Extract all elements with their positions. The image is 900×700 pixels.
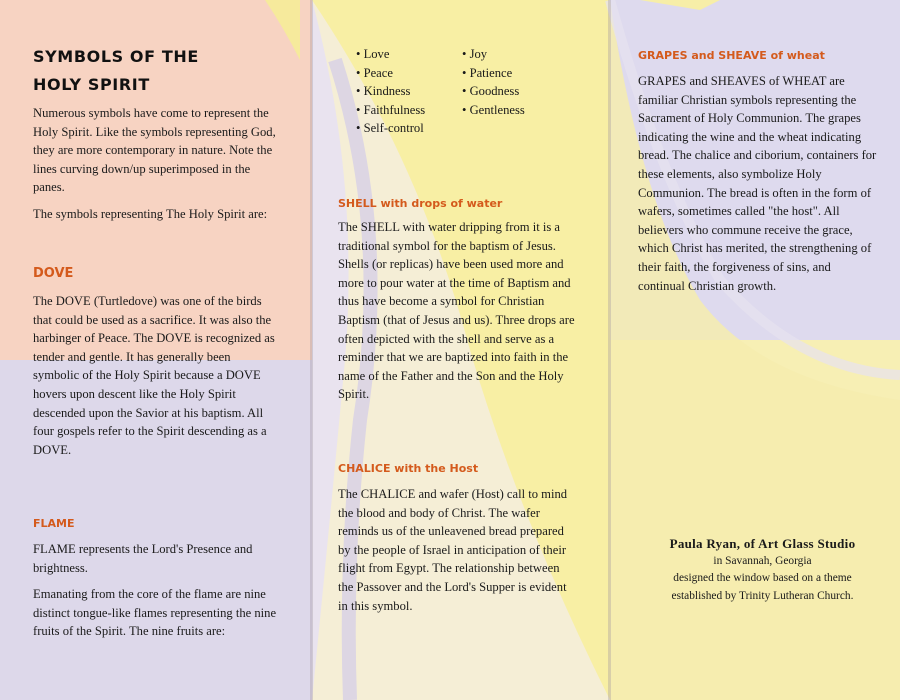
credit-name: Paula Ryan, of Art Glass Studio	[669, 536, 856, 551]
list-item: • Peace	[356, 64, 466, 83]
list-item: • Joy	[462, 45, 572, 64]
fruits-list-col2	[462, 45, 572, 119]
fold-line	[608, 0, 611, 700]
fold-line	[310, 0, 313, 700]
credit-line: designed the window based on a theme	[673, 572, 852, 584]
list-item: • Self-control	[356, 119, 466, 138]
credit-line: established by Trinity Lutheran Church.	[671, 589, 854, 602]
list-item: • Patience	[462, 64, 572, 83]
list-item: • Love	[356, 45, 466, 64]
grapes-heading: GRAPES and SHEAVE of wheat	[638, 49, 825, 62]
main-title-line1: SYMBOLS OF THE	[33, 47, 199, 66]
dove-paragraph: The DOVE (Turtledove) was one of the birds that could be used as a sacrifice. It was also the harbinger of Peace. The DOVE is recognized as tender and gentle. It has generally been symbolic of the Holy Spirit because a DOVE hovers upon descent like the Holy Spirit descended upon the Savior at his baptism. All four gospels refer to the Spirit descending as a DOVE.	[33, 294, 275, 457]
chalice-heading: CHALICE with the Host	[338, 462, 479, 475]
list-item: • Kindness	[356, 82, 466, 101]
chalice-paragraph: The CHALICE and wafer (Host) call to mind the blood and body of Christ. The wafer reminds us of the unleavened bread prepared by the people of Israel in anticipation of their flight from Egypt. The relationship between the Passover and the Lord's Supper is evident in this symbol.	[338, 487, 568, 613]
grapes-paragraph: GRAPES and SHEAVES of WHEAT are familiar Christian symbols representing the Sacrament of Holy Communion. The grapes indicating the wine and the wheat indicating bread. The chalice and ciborium, containers for these elements, also symbolize Holy Communion. The bread is often in the form of wafers, sometimes called "the host". All believers who commune receive the grace, which Christ has merited, the strengthening of their faith, the forgiveness of sins, and continual Christian growth.	[638, 74, 877, 293]
list-item: • Gentleness	[462, 101, 572, 120]
main-title-line2: HOLY SPIRIT	[33, 75, 150, 94]
list-item: • Faithfulness	[356, 101, 466, 120]
panel-left	[33, 0, 279, 700]
intro-paragraph: Numerous symbols have come to represent the Holy Spirit. Like the symbols representing God, they are more contemporary in nature. Note the lines curving down/up superimposed in the panes.	[33, 106, 276, 195]
credit-line: in Savannah, Georgia	[713, 554, 812, 567]
flame-paragraph-2: Emanating from the core of the flame are nine distinct tongue-like flames representing the nine fruits of the Spirit. The nine fruits are:	[33, 587, 277, 639]
panel-middle	[338, 0, 578, 700]
fruits-list-col1	[356, 45, 466, 138]
flame-heading: FLAME	[33, 517, 75, 530]
list-item: • Goodness	[462, 82, 572, 101]
intro-paragraph-2: The symbols representing The Holy Spirit are:	[33, 207, 268, 221]
artist-credit	[640, 535, 885, 605]
flame-paragraph-1: FLAME represents the Lord's Presence and brightness.	[33, 542, 253, 575]
dove-heading: DOVE	[33, 266, 74, 281]
shell-paragraph: The SHELL with water dripping from it is a traditional symbol for the baptism of Jesus. Shells (or replicas) have been used more and more to pour water at the time of Baptism and thus have become a symbol for Christian Baptism (that of Jesus and us). Three drops are often depicted with the shell and serve as a reminder that we are baptized into faith in the name of the Father and the Son and the Holy Spirit.	[338, 220, 575, 402]
shell-heading: SHELL with drops of water	[338, 197, 503, 210]
